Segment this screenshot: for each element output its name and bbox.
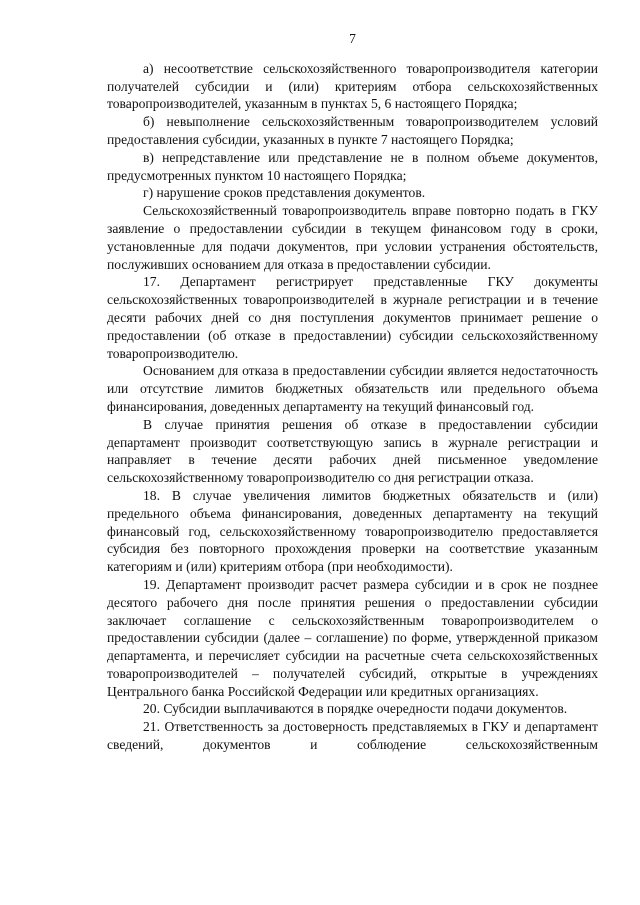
paragraph-reapply: Сельскохозяйственный товаропроизводитель вправе повторно подать в ГКУ заявление о предоставлении субсидии в текущем финансовом году в сроки, установленные для подачи документов, при условии устранения обстоятельств, послуживших основанием для отказа в предоставлении субсидии.	[107, 203, 598, 272]
paragraph-refusal-basis: Основанием для отказа в предоставлении субсидии является недостаточность или отсутствие лимитов бюджетных обязательств или предельного объема финансирования, доведенных департаменту на текущий финансовый год.	[107, 363, 598, 414]
page-number: 7	[349, 31, 356, 46]
paragraph-refusal-notice: В случае принятия решения об отказе в предоставлении субсидии департамент производит соответствующую запись в журнале регистрации и направляет в течение десяти рабочих дней письменное уведомление сельскохозяйственному товаропроизводителю со дня регистрации отказа.	[107, 416, 598, 486]
paragraph-21: 21. Ответственность за достоверность представляемых в ГКУ и департамент сведений, документов и соблюдение сельскохозяйственным	[107, 719, 598, 753]
paragraph-condition-v: в) непредставление или представление не в полном объеме документов, предусмотренных пунктом 10 настоящего Порядка;	[107, 149, 598, 183]
paragraph-17: 17. Департамент регистрирует представленные ГКУ документы сельскохозяйственных товаропроизводителей в журнале регистрации и в течение десяти рабочих дней со дня поступления документов принимает решение о предоставлении (об отказе в предоставлении) субсидии сельскохозяйственному товаропроизводителю.	[107, 274, 598, 361]
paragraph-19: 19. Департамент производит расчет размера субсидии и в срок не позднее десятого рабочего дня после принятия решения о предоставлении субсидии заключает соглашение с сельскохозяйственным товаропроизводителем о предоставлении субсидии (далее – соглашение) по форме, утвержденной приказом департамента, и перечисляет субсидии на расчетные счета сельскохозяйственных товаропроизводителей – получателей субсидий, открытые в учреждениях Центрального банка Российской Федерации или кредитных организациях.	[107, 576, 598, 699]
paragraph-18: 18. В случае увеличения лимитов бюджетных обязательств и (или) предельного объема финансирования, доведенных департаменту на текущий финансовый год, сельскохозяйственному товаропроизводителю предоставляется субсидия без повторного прохождения проверки на соответствие указанным категориям и (или) критериям отбора (при необходимости).	[107, 487, 598, 575]
paragraph-condition-a: а) несоответствие сельскохозяйственного товаропроизводителя категории получателей субсидии и (или) критериям отбора сельскохозяйственных товаропроизводителей, указанным в пунктах 5, 6 настоящего Порядка;	[107, 60, 598, 112]
paragraph-condition-g: г) нарушение сроков представления документов.	[143, 185, 426, 201]
paragraph-condition-b: б) невыполнение сельскохозяйственным товаропроизводителем условий предоставления субсидии, указанных в пункте 7 настоящего Порядка;	[107, 114, 598, 147]
paragraph-20: 20. Субсидии выплачиваются в порядке очередности подачи документов.	[143, 701, 568, 717]
